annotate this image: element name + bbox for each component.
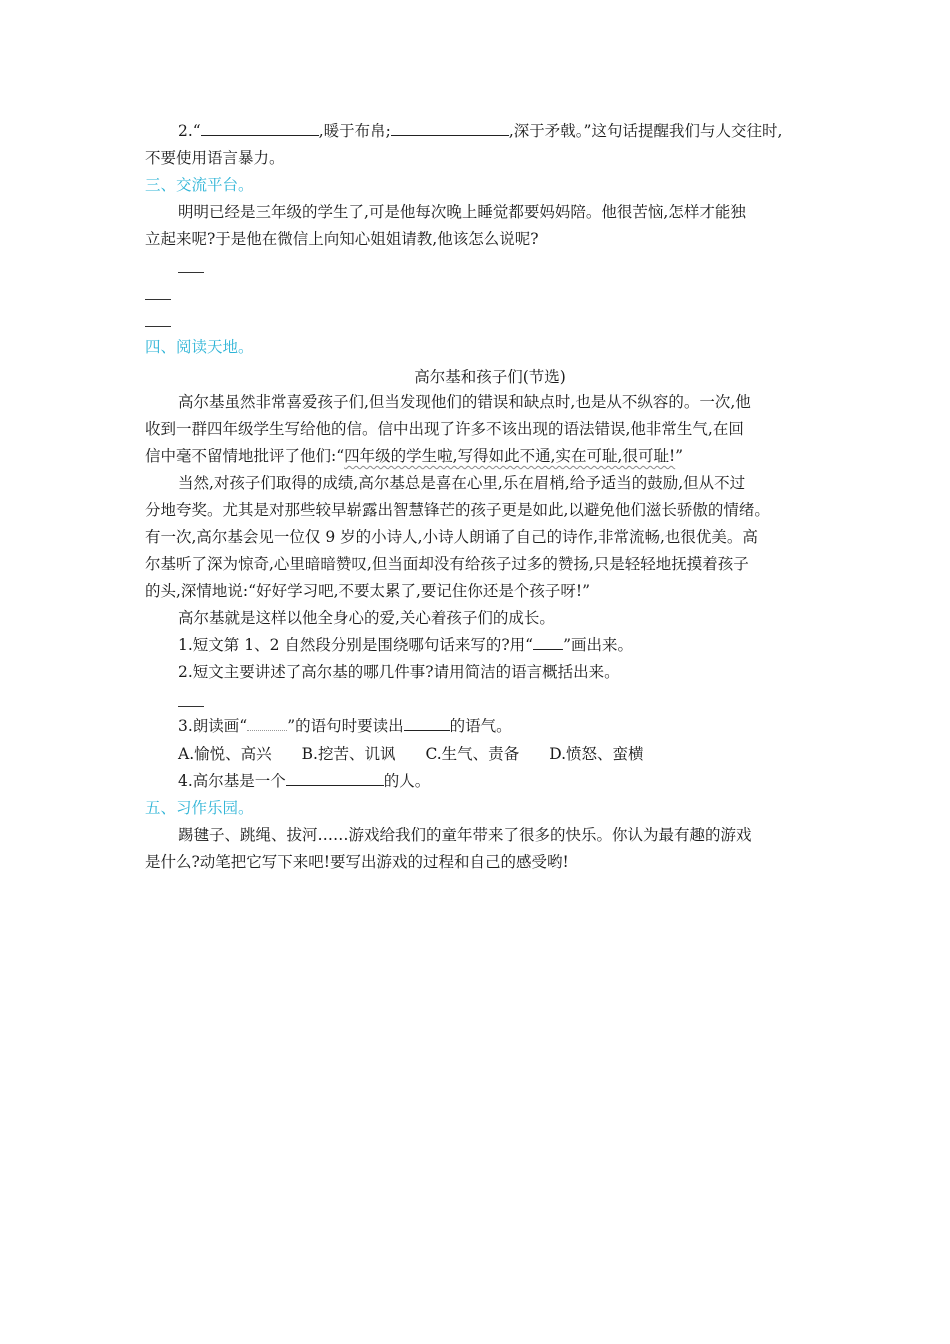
passage-para2-line5: 的头,深情地说:“好好学习吧,不要太累了,要记住你还是个孩子呀!” bbox=[145, 582, 591, 600]
q3-blank[interactable] bbox=[404, 716, 450, 731]
option-a[interactable]: A.愉悦、高兴 bbox=[178, 745, 272, 763]
reading-q4: 4.高尔基是一个 的人。 bbox=[178, 772, 431, 790]
q2-line2: 不要使用语言暴力。 bbox=[145, 149, 285, 167]
option-d[interactable]: D.愤怒、蛮横 bbox=[549, 745, 644, 763]
section5-para-line2: 是什么?动笔把它写下来吧!要写出游戏的过程和自己的感受哟! bbox=[145, 853, 569, 871]
passage-para1-line3: 信中毫不留情地批评了他们:“四年级的学生啦,写得如此不通,实在可耻,很可耻!” bbox=[145, 447, 684, 465]
q2-number: 2.“ bbox=[178, 122, 201, 140]
q2-blank-2[interactable] bbox=[391, 121, 509, 136]
option-c[interactable]: C.生气、责备 bbox=[425, 745, 520, 763]
option-b[interactable]: B.挖苦、讥讽 bbox=[301, 745, 396, 763]
answer-line[interactable] bbox=[145, 299, 171, 300]
q2-line1 bbox=[178, 121, 782, 141]
answer-line[interactable] bbox=[178, 272, 204, 273]
passage-para2-line1: 当然,对孩子们取得的成绩,高尔基总是喜在心里,乐在眉梢,给予适当的鼓励,但从不过 bbox=[178, 474, 746, 492]
passage-title: 高尔基和孩子们(节选) bbox=[414, 368, 566, 386]
q2-tail-text: ,深于矛戟。”这句话提醒我们与人交往时, bbox=[508, 122, 783, 140]
section5-heading: 五、习作乐园。 bbox=[145, 799, 254, 817]
passage-para2-line3: 有一次,高尔基会见一位仅 9 岁的小诗人,小诗人朗诵了自己的诗作,非常流畅,也很优美。高 bbox=[145, 528, 758, 546]
section4-heading: 四、阅读天地。 bbox=[145, 338, 254, 356]
passage-para1-line2: 收到一群四年级学生写给他的信。信中出现了许多不该出现的语法错误,他非常生气,在回 bbox=[145, 420, 744, 438]
passage-para1-line1: 高尔基虽然非常喜爱孩子们,但当发现他们的错误和缺点时,也是从不纵容的。一次,他 bbox=[178, 393, 751, 411]
wavy-underlined-sentence: 四年级的学生啦,写得如此不通,实在可耻,很可耻! bbox=[344, 447, 676, 465]
passage-para2-line4: 尔基听了深为惊奇,心里暗暗赞叹,但当面却没有给孩子过多的赞扬,只是轻轻地抚摸着孩子 bbox=[145, 555, 749, 573]
reading-q3: 3.朗读画“ ”的语句时要读出 的语气。 bbox=[178, 717, 512, 735]
section3-para-line2: 立起来呢?于是他在微信上向知心姐姐请教,他该怎么说呢? bbox=[145, 230, 539, 248]
section3-heading: 三、交流平台。 bbox=[145, 176, 254, 194]
q1-underline-sample bbox=[533, 635, 563, 650]
q2-blank-1[interactable] bbox=[201, 121, 319, 136]
section3-para-line1: 明明已经是三年级的学生了,可是他每次晚上睡觉都要妈妈陪。他很苦恼,怎样才能独 bbox=[178, 203, 746, 221]
answer-line[interactable] bbox=[178, 706, 204, 707]
section5-para-line1: 踢毽子、跳绳、拔河……游戏给我们的童年带来了很多的快乐。你认为最有趣的游戏 bbox=[178, 826, 752, 844]
passage-para2-line2: 分地夸奖。尤其是对那些较早崭露出智慧锋芒的孩子更是如此,以避免他们滋长骄傲的情绪。 bbox=[145, 501, 770, 519]
q4-blank[interactable] bbox=[286, 771, 384, 786]
reading-q1: 1.短文第 1、2 自然段分别是围绕哪句话来写的?用“ ”画出来。 bbox=[178, 636, 634, 654]
answer-line[interactable] bbox=[145, 326, 171, 327]
q2-middle-text: ,暖于布帛; bbox=[318, 122, 391, 140]
wavy-line-sample bbox=[247, 718, 287, 731]
reading-q3-options bbox=[178, 744, 674, 764]
passage-para3: 高尔基就是这样以他全身心的爱,关心着孩子们的成长。 bbox=[178, 609, 555, 627]
reading-q2: 2.短文主要讲述了高尔基的哪几件事?请用简洁的语言概括出来。 bbox=[178, 663, 620, 681]
